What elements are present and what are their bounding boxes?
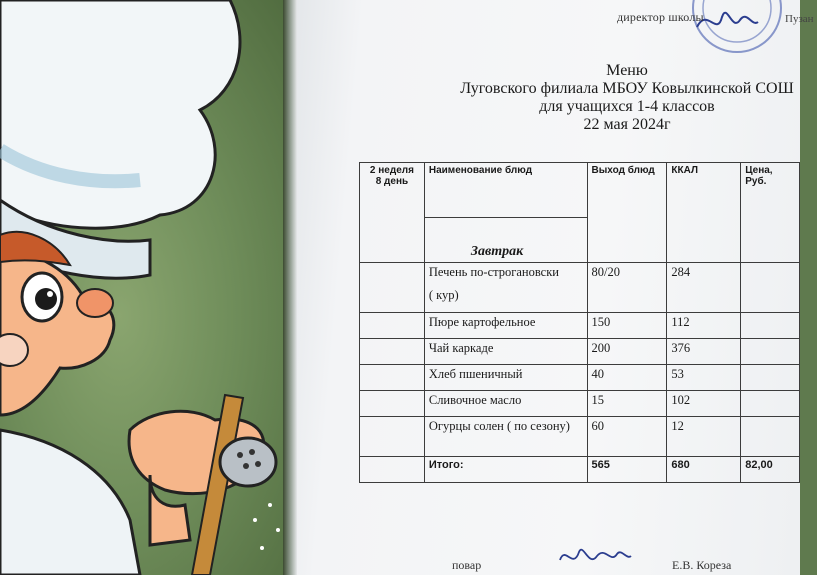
title-line-1: Меню bbox=[606, 62, 648, 79]
director-name: Пузан bbox=[785, 13, 814, 25]
table-row bbox=[360, 263, 800, 313]
kcal-cell: 284 bbox=[667, 263, 741, 313]
menu-document bbox=[297, 0, 814, 575]
table-row bbox=[360, 339, 800, 365]
dish-cell: Чай каркаде bbox=[424, 339, 587, 365]
kcal-cell: 112 bbox=[667, 313, 741, 339]
dish-cell: Пюре картофельное bbox=[424, 313, 587, 339]
kcal-cell: 53 bbox=[667, 365, 741, 391]
price-column-header: Цена, Руб. bbox=[741, 163, 800, 263]
chef-hat bbox=[0, 0, 240, 228]
total-output: 565 bbox=[587, 457, 667, 483]
menu-title bbox=[437, 62, 817, 134]
table-row bbox=[360, 391, 800, 417]
kcal-cell: 376 bbox=[667, 339, 741, 365]
kcal-cell: 12 bbox=[667, 417, 741, 457]
table-row bbox=[360, 313, 800, 339]
kcal-column-header: ККАЛ bbox=[667, 163, 741, 263]
week-day-cell bbox=[360, 163, 425, 263]
week-label: 2 неделя bbox=[369, 165, 414, 176]
output-cell: 150 bbox=[587, 313, 667, 339]
meal-section-label: Завтрак bbox=[424, 218, 587, 263]
total-kcal: 680 bbox=[667, 457, 741, 483]
chef-nose bbox=[77, 289, 113, 317]
output-cell: 60 bbox=[587, 417, 667, 457]
dish-cell: Сливочное масло bbox=[424, 391, 587, 417]
menu-table bbox=[359, 162, 800, 483]
chef-illustration bbox=[0, 0, 300, 575]
dish-cell: Печень по-строгановски ( кур) bbox=[424, 263, 587, 313]
title-line-2: Луговского филиала МБОУ Ковылкинской СОШ bbox=[460, 80, 794, 97]
title-line-4: 22 мая 2024г bbox=[583, 116, 671, 133]
output-cell: 200 bbox=[587, 339, 667, 365]
chef-jacket bbox=[0, 430, 140, 575]
output-cell: 40 bbox=[587, 365, 667, 391]
cook-name: Е.В. Кореза bbox=[672, 558, 732, 572]
kcal-cell: 102 bbox=[667, 391, 741, 417]
director-label: директор школы bbox=[617, 10, 704, 24]
total-price: 82,00 bbox=[741, 457, 800, 483]
dish-column-header: Наименование блюд bbox=[424, 163, 587, 218]
cook-role: повар bbox=[452, 558, 482, 572]
title-line-3: для учащихся 1-4 классов bbox=[539, 98, 715, 115]
day-label: 8 день bbox=[375, 176, 409, 187]
output-cell: 80/20 bbox=[587, 263, 667, 313]
total-row bbox=[360, 457, 800, 483]
dish-cell: Огурцы солен ( по сезону) bbox=[424, 417, 587, 457]
output-column-header: Выход блюд bbox=[587, 163, 667, 263]
cook-signature bbox=[555, 540, 635, 575]
salt-shaker bbox=[220, 438, 276, 486]
table-row bbox=[360, 417, 800, 457]
table-header-row bbox=[360, 163, 800, 218]
table-row bbox=[360, 365, 800, 391]
chef-poster bbox=[0, 0, 300, 575]
total-label: Итого: bbox=[424, 457, 587, 483]
dish-cell: Хлеб пшеничный bbox=[424, 365, 587, 391]
output-cell: 15 bbox=[587, 391, 667, 417]
